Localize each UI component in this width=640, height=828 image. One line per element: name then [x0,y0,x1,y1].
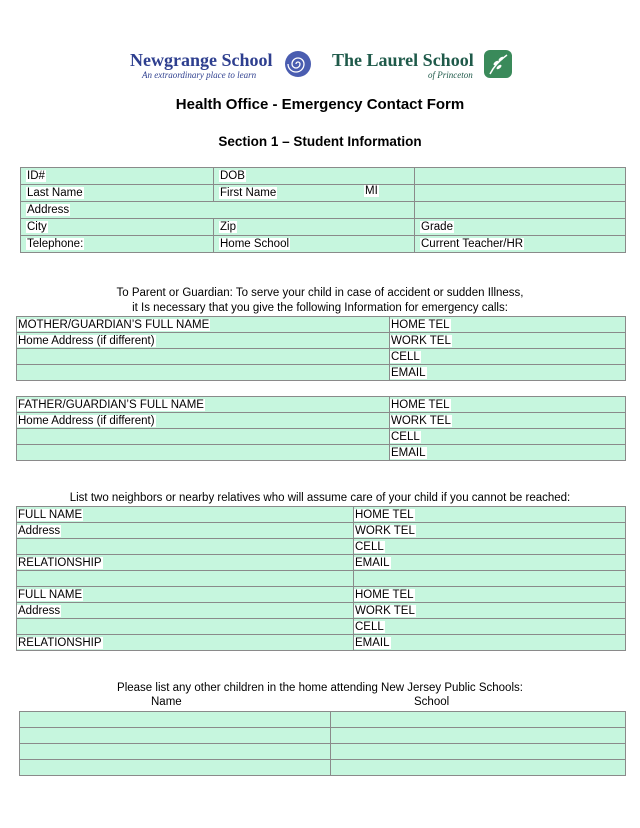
neighbor-2-address-field[interactable] [17,603,354,619]
telephone-field[interactable] [21,236,214,253]
laurel-name: The Laurel School [332,50,474,70]
father-cell-field[interactable] [390,429,626,445]
newgrange-name: Newgrange School [130,50,273,70]
children-note: Please list any other children in the home attending New Jersey Public Schools: [117,682,523,694]
neighbor-2-cell-field[interactable] [354,619,626,635]
current-teacher-label: Current Teacher/HR [421,238,524,250]
child-name-field[interactable] [20,712,331,728]
father-guardian-table [16,396,626,461]
mi-label: MI [365,185,378,197]
neighbor-spacer-field[interactable] [354,571,626,587]
address-label: Address [27,204,70,216]
child-name-field[interactable] [20,760,331,776]
child-name-field[interactable] [20,728,331,744]
address-field[interactable] [21,202,415,219]
neighbor-2-email-field[interactable] [354,635,626,651]
neighbor-home-tel-label: HOME TEL [355,508,414,521]
city-label: City [27,221,47,233]
mother-home-tel-field[interactable] [390,317,626,333]
mother-email-label: EMAIL [391,366,426,379]
neighbor-1-email-field[interactable] [354,555,626,571]
neighbors-note: List two neighbors or nearby relatives who will assume care of your child if you cannot be reached: [69,492,571,504]
child-name-field[interactable] [20,744,331,760]
telephone-label: Telephone: [27,238,84,250]
mother-guardian-table [16,316,626,381]
neighbor-2-work-tel-field[interactable] [354,603,626,619]
grade-field[interactable] [415,219,626,236]
logos-header [0,50,640,84]
father-home-tel-field[interactable] [390,397,626,413]
id-label: ID# [27,170,45,182]
neighbor-1-work-tel-field[interactable] [354,523,626,539]
blank-field[interactable] [415,168,626,185]
neighbor-cell-label: CELL [355,620,384,633]
parent-note-line-2: it Is necessary that you give the following Information for emergency calls: [132,302,508,314]
child-school-field[interactable] [331,744,626,760]
neighbor-1-address-field[interactable] [17,523,354,539]
mother-cell-label: CELL [391,350,420,363]
home-school-label: Home School [220,238,290,250]
neighbor-email-label: EMAIL [355,556,390,569]
father-address-line-field[interactable] [17,445,390,461]
city-field[interactable] [21,219,214,236]
child-school-field[interactable] [331,712,626,728]
neighbor-home-tel-label: HOME TEL [355,588,414,601]
neighbor-address-label: Address [18,524,61,537]
last-name-field[interactable] [21,185,214,202]
laurel-tagline: of Princeton [428,70,473,80]
mother-home-tel-label: HOME TEL [391,318,450,331]
father-home-tel-label: HOME TEL [391,398,450,411]
children-school-header: School [414,696,450,708]
parent-note-line-1: To Parent or Guardian: To serve your child in case of accident or sudden Illness, [116,287,524,299]
neighbor-full-name-label: FULL NAME [18,508,83,521]
neighbor-2-full-name-field[interactable] [17,587,354,603]
home-school-field[interactable] [214,236,415,253]
father-full-name-field[interactable] [17,397,390,413]
dob-label: DOB [220,170,245,182]
neighbor-2-relationship-field[interactable] [17,635,354,651]
neighbors-table [16,506,626,651]
mother-work-tel-field[interactable] [390,333,626,349]
father-full-name-label: FATHER/GUARDIAN’S FULL NAME [18,398,204,411]
children-table [19,711,626,776]
mother-address-line-field[interactable] [17,349,390,365]
father-address-line-field[interactable] [17,429,390,445]
children-name-header: Name [151,696,182,708]
father-home-address-field[interactable] [17,413,390,429]
neighbor-work-tel-label: WORK TEL [355,524,415,537]
mother-cell-field[interactable] [390,349,626,365]
zip-field[interactable] [214,219,415,236]
mother-full-name-label: MOTHER/GUARDIAN’S FULL NAME [18,318,210,331]
current-teacher-field[interactable] [415,236,626,253]
neighbor-work-tel-label: WORK TEL [355,604,415,617]
mother-home-address-field[interactable] [17,333,390,349]
mother-address-line-field[interactable] [17,365,390,381]
father-email-label: EMAIL [391,446,426,459]
first-name-label: First Name [220,187,277,199]
neighbor-email-label: EMAIL [355,636,390,649]
last-name-label: Last Name [27,187,83,199]
first-name-field[interactable] [214,185,415,202]
student-info-table [20,167,626,253]
neighbor-2-home-tel-field[interactable] [354,587,626,603]
neighbor-relationship-label: RELATIONSHIP [18,636,102,649]
neighbor-spacer-field[interactable] [17,571,354,587]
zip-label: Zip [220,221,236,233]
father-work-tel-field[interactable] [390,413,626,429]
student-id-field[interactable] [21,168,214,185]
neighbor-cell-label: CELL [355,540,384,553]
father-email-field[interactable] [390,445,626,461]
blank-field[interactable] [415,202,626,219]
father-home-address-label: Home Address (if different) [18,414,155,427]
newgrange-logo [130,50,315,84]
page-title: Health Office - Emergency Contact Form [175,96,465,113]
laurel-logo [332,50,517,84]
neighbor-2-address-line-field[interactable] [17,619,354,635]
spiral-icon [284,50,312,78]
child-school-field[interactable] [331,760,626,776]
dob-field[interactable] [214,168,415,185]
mother-email-field[interactable] [390,365,626,381]
father-cell-label: CELL [391,430,420,443]
father-work-tel-label: WORK TEL [391,414,451,427]
neighbor-1-cell-field[interactable] [354,539,626,555]
mother-work-tel-label: WORK TEL [391,334,451,347]
neighbor-address-label: Address [18,604,61,617]
neighbor-full-name-label: FULL NAME [18,588,83,601]
blank-field[interactable] [415,185,626,202]
neighbor-1-full-name-field[interactable] [17,507,354,523]
child-school-field[interactable] [331,728,626,744]
section-1-title: Section 1 – Student Information [218,134,422,149]
neighbor-1-address-line-field[interactable] [17,539,354,555]
neighbor-1-relationship-field[interactable] [17,555,354,571]
mother-full-name-field[interactable] [17,317,390,333]
grade-label: Grade [421,221,453,233]
laurel-leaf-icon [484,50,512,78]
newgrange-tagline: An extraordinary place to learn [142,70,257,80]
neighbor-relationship-label: RELATIONSHIP [18,556,102,569]
neighbor-1-home-tel-field[interactable] [354,507,626,523]
mother-home-address-label: Home Address (if different) [18,334,155,347]
